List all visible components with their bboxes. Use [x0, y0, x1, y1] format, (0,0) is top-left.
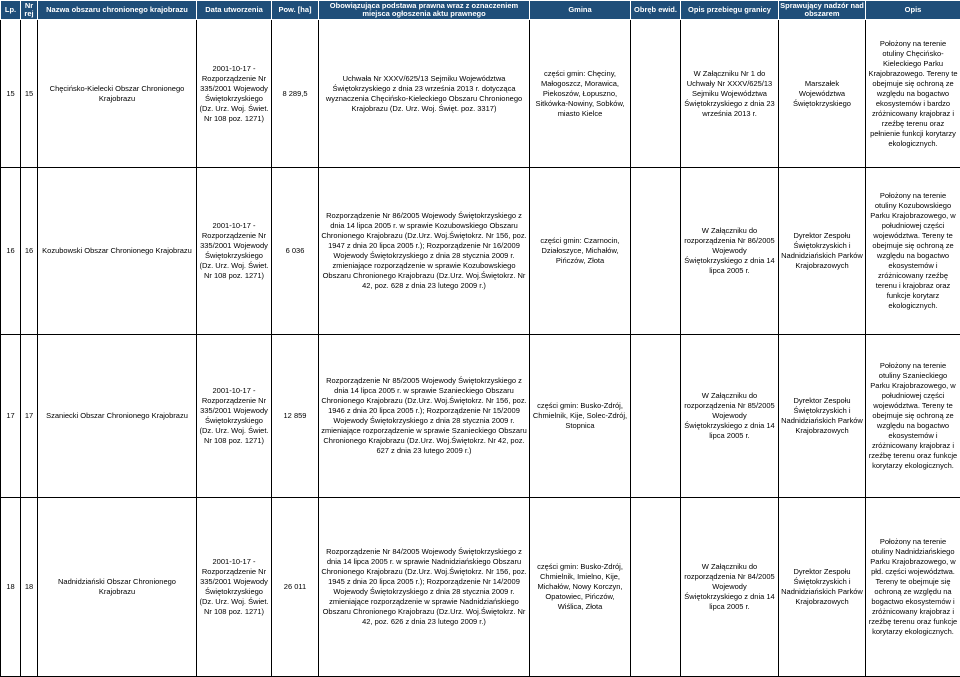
cell-date: 2001-10-17 - Rozporządzenie Nr 335/2001 Wojewody Świętokrzyskiego (Dz. Urz. Woj. Świet. Nr 108 poz. 1271) [197, 20, 272, 168]
cell-nr: 17 [21, 335, 38, 498]
header-name: Nazwa obszaru chronionego krajobrazu [38, 1, 197, 20]
table-row [1, 498, 960, 677]
cell-nr: 16 [21, 168, 38, 335]
cell-supervisor: Marszałek Województwa Świętokrzyskiego [779, 20, 866, 168]
header-lp: Lp. [1, 1, 21, 20]
cell-border: W Załączniku do rozporządzenia Nr 85/2005 Wojewody Świętokrzyskiego z dnia 14 lipca 2005 r. [681, 335, 779, 498]
cell-legal: Uchwała Nr XXXV/625/13 Sejmiku Województwa Świętokrzyskiego z dnia 23 września 2013 r. dotycząca wyznaczenia Chęcińsko-Kieleckiego Obszaru Chronionego Krajobrazu (Dz. Urz. Woj. Święt. poz. 3317) [319, 20, 530, 168]
cell-date: 2001-10-17 - Rozporządzenie Nr 335/2001 Wojewody Świętokrzyskiego (Dz. Urz. Woj. Świet. Nr 108 poz. 1271) [197, 168, 272, 335]
header-date: Data utworzenia [197, 1, 272, 20]
cell-legal: Rozporządzenie Nr 86/2005 Wojewody Świętokrzyskiego z dnia 14 lipca 2005 r. w sprawie Kozubowskiego Obszaru Chronionego Krajobrazu (Dz.Urz. Woj.Świętokrz. Nr 156, poz. 1947 z dnia 20 lipca 2005 r.); Rozporządzenie Nr 16/2009 Wojewody Świętokrzyskiego z dnia 28 stycznia 2009 r. zmieniające rozporządzenie w sprawie Kozubowskiego Obszaru Chronionego Krajobrazu (Dz.Urz. Woj.Świętokrz. Nr 42, poz. 628 z dnia 23 lutego 2009 r.) [319, 168, 530, 335]
cell-legal: Rozporządzenie Nr 85/2005 Wojewody Świętokrzyskiego z dnia 14 lipca 2005 r. w sprawie Szanieckiego Obszaru Chronionego Krajobrazu (Dz.Urz. Woj.Świętokrz. Nr 156, poz. 1946 z dnia 20 lipca 2005 r.); Rozporządzenie Nr 15/2009 Wojewody Świętokrzyskiego z dnia 28 stycznia 2009 r. zmieniające rozporządzenie w sprawie Szanieckiego Obszaru Chronionego Krajobrazu (Dz.Urz. Woj.Świętokrz. Nr 42, poz. 627 z dnia 23 lutego 2009 r.) [319, 335, 530, 498]
cell-legal: Rozporządzenie Nr 84/2005 Wojewody Świętokrzyskiego z dnia 14 lipca 2005 r. w sprawie Nadnidziańskiego Obszaru Chronionego Krajobrazu (Dz.Urz. Woj.Świętokrz. Nr 156, poz. 1945 z dnia 20 lipca 2005 r.); Rozporządzenie Nr 14/2009 Wojewody Świętokrzyskiego z dnia 28 stycznia 2009 r. zmieniające rozporządzenie w sprawie Nadnidziańskiego Obszaru Chronionego Krajobrazu (Dz.Urz. Woj.Świętokrz. Nr 42, poz. 626 z dnia 23 lutego 2009 r.) [319, 498, 530, 677]
header-border: Opis przebiegu granicy [681, 1, 779, 20]
table-row [1, 168, 960, 335]
cell-gmina: części gmin: Chęciny, Małogoszcz, Morawica, Piekoszów, Łopuszno, Sitkówka-Nowiny, Sobków, miasto Kielce [530, 20, 631, 168]
header-obreb: Obręb ewid. [631, 1, 681, 20]
cell-obreb [631, 168, 681, 335]
cell-border: W Załączniku do rozporządzenia Nr 84/2005 Wojewody Świętokrzyskiego z dnia 14 lipca 2005 r. [681, 498, 779, 677]
cell-lp: 15 [1, 20, 21, 168]
cell-nr: 15 [21, 20, 38, 168]
cell-obreb [631, 20, 681, 168]
cell-area: 8 289,5 [272, 20, 319, 168]
header-area: Pow. [ha] [272, 1, 319, 20]
cell-nr: 18 [21, 498, 38, 677]
table-row [1, 335, 960, 498]
cell-name: Kozubowski Obszar Chronionego Krajobrazu [38, 168, 197, 335]
cell-lp: 16 [1, 168, 21, 335]
cell-obreb [631, 498, 681, 677]
cell-date: 2001-10-17 - Rozporządzenie Nr 335/2001 Wojewody Świętokrzyskiego (Dz. Urz. Woj. Świet. Nr 108 poz. 1271) [197, 335, 272, 498]
header-desc: Opis [866, 1, 960, 20]
cell-date: 2001-10-17 - Rozporządzenie Nr 335/2001 Wojewody Świętokrzyskiego (Dz. Urz. Woj. Świet. Nr 108 poz. 1271) [197, 498, 272, 677]
cell-area: 26 011 [272, 498, 319, 677]
header-supervisor: Sprawujący nadzór nad obszarem [779, 1, 866, 20]
table-row [1, 20, 960, 168]
cell-obreb [631, 335, 681, 498]
cell-desc: Położony na terenie otuliny Szanieckiego Parku Krajobrazowego, w południowej części województwa. Tereny te obejmuje się ochroną ze względu na bogactwo ekosystemów i zróżnicowany krajobraz i rzeźbę terenu oraz funkcje korytarzy ekologicznych. [866, 335, 960, 498]
cell-desc: Położony na terenie otuliny Nadnidziańskiego Parku Krajobrazowego, w płd. części województwa. Tereny te obejmuje się ochroną ze względu na bogactwo ekosystemów i zróżnicowany krajobraz i rzeźbę terenu oraz funkcje korytarzy ekologicznych. [866, 498, 960, 677]
cell-border: W Załączniku do rozporządzenia Nr 86/2005 Wojewody Świętokrzyskiego z dnia 14 lipca 2005 r. [681, 168, 779, 335]
cell-gmina: części gmin: Busko-Zdrój, Chmielnik, Kije, Solec-Zdrój, Stopnica [530, 335, 631, 498]
cell-desc: Położony na terenie otuliny Chęcińsko-Kieleckiego Parku Krajobrazowego. Tereny te obejmuje się ochroną ze względu na bogactwo ekosystemów i bardzo zróżnicowany krajobraz i rzeźbę terenu oraz pełnienie funkcji korytarzy ekologicznych. [866, 20, 960, 168]
cell-supervisor: Dyrektor Zespołu Świętokrzyskich i Nadnidziańskich Parków Krajobrazowych [779, 335, 866, 498]
cell-name: Szaniecki Obszar Chronionego Krajobrazu [38, 335, 197, 498]
cell-supervisor: Dyrektor Zespołu Świętokrzyskich i Nadnidziańskich Parków Krajobrazowych [779, 498, 866, 677]
cell-border: W Załączniku Nr 1 do Uchwały Nr XXXV/625/13 Sejmiku Województwa Świętokrzyskiego z dnia 23 września 2013 r. [681, 20, 779, 168]
cell-supervisor: Dyrektor Zespołu Świętokrzyskich i Nadnidziańskich Parków Krajobrazowych [779, 168, 866, 335]
cell-lp: 17 [1, 335, 21, 498]
header-nr: Nr rej [21, 1, 38, 20]
cell-name: Nadnidziański Obszar Chronionego Krajobrazu [38, 498, 197, 677]
cell-gmina: części gmin: Czarnocin, Działoszyce, Michałów, Pińczów, Złota [530, 168, 631, 335]
cell-name: Chęcińsko-Kielecki Obszar Chronionego Krajobrazu [38, 20, 197, 168]
cell-desc: Położony na terenie otuliny Kozubowskiego Parku Krajobrazowego, w południowej części województwa. Tereny te obejmuje się ochroną ze względu na bogactwo ekosystemów i zróżnicowany rzeźbę terenu i krajobraz oraz funkcje korytarz ekologicznych. [866, 168, 960, 335]
cell-gmina: części gmin: Busko-Zdrój, Chmielnik, Imielno, Kije, Michałów, Nowy Korczyn, Opatowiec, Pińczów, Wiślica, Złota [530, 498, 631, 677]
cell-area: 6 036 [272, 168, 319, 335]
header-legal: Obowiązująca podstawa prawna wraz z oznaczeniem miejsca ogłoszenia aktu prawnego [319, 1, 530, 20]
cell-area: 12 859 [272, 335, 319, 498]
header-row [1, 1, 960, 20]
header-gmina: Gmina [530, 1, 631, 20]
cell-lp: 18 [1, 498, 21, 677]
